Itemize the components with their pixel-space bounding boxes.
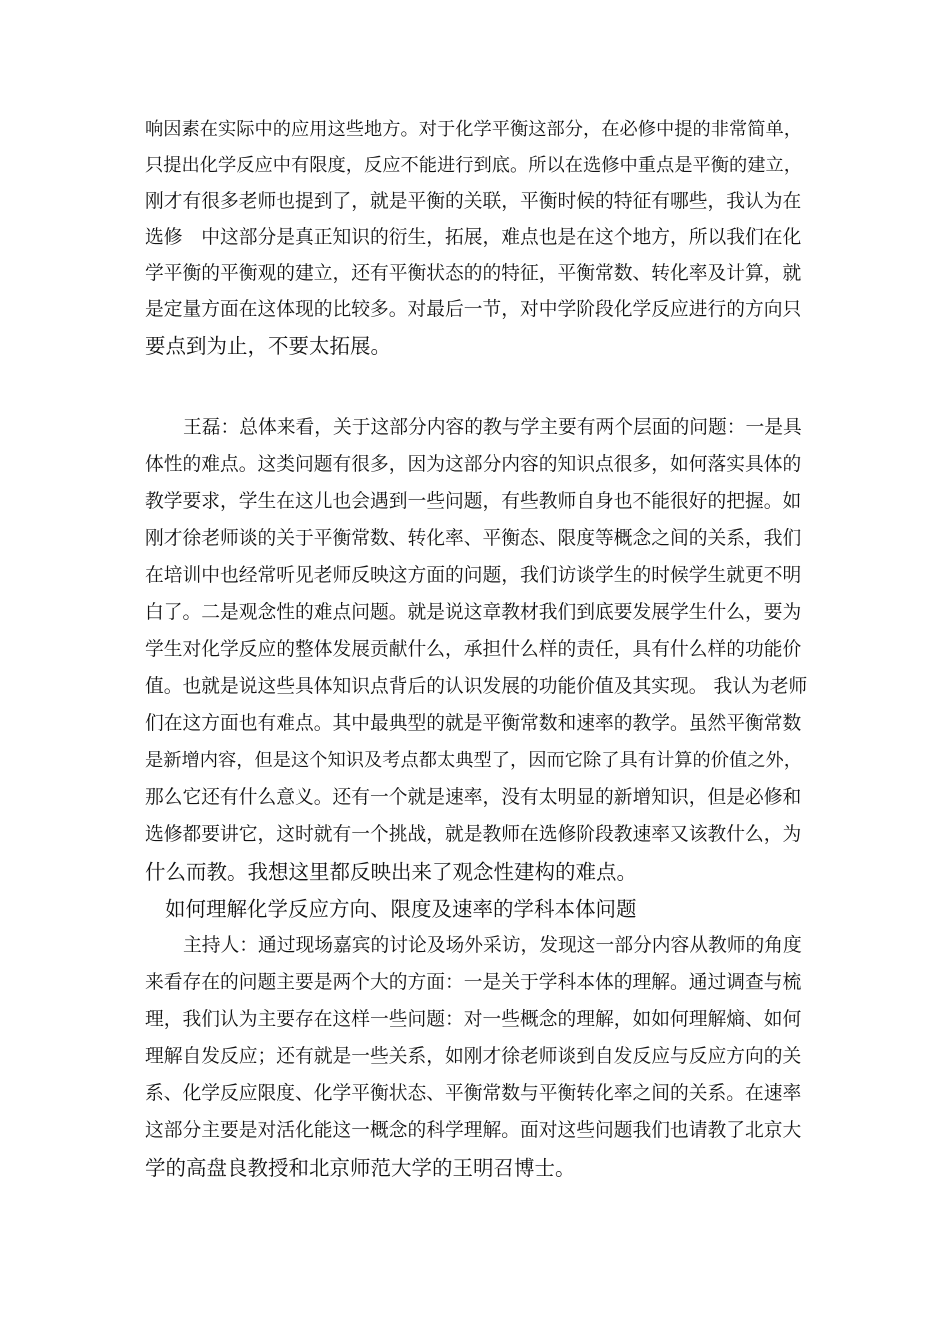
text-line: 来看存在的问题主要是两个大的方面：一是关于学科本体的理解。通过调查与梳 (145, 972, 802, 993)
text-line: 那么它还有什么意义。还有一个就是速率，没有太明显的新增知识，但是必修和 (145, 787, 802, 808)
text-line: 如何理解化学反应方向、限度及速率的学科本体问题 (165, 897, 637, 921)
text-line: 什么而教。我想这里都反映出来了观念性建构的难点。 (145, 860, 637, 884)
text-line: 选修都要讲它，这时就有一个挑战，就是教师在选修阶段教速率又该教什么，为 (145, 824, 802, 845)
text-line: 是定量方面在这体现的比较多。对最后一节，对中学阶段化学反应进行的方向只 (145, 299, 802, 320)
text-line: 王磊：总体来看，关于这部分内容的教与学主要有两个层面的问题：一是具 (183, 417, 802, 438)
text-line: 学的高盘良教授和北京师范大学的王明召博士。 (145, 1156, 576, 1180)
text-line: 这部分主要是对活化能这一概念的科学理解。面对这些问题我们也请教了北京大 (145, 1120, 802, 1141)
text-line: 刚才有很多老师也提到了，就是平衡的关联，平衡时候的特征有哪些，我认为在 (145, 191, 802, 212)
text-line: 只提出化学反应中有限度，反应不能进行到底。所以在选修中重点是平衡的建立， (145, 155, 802, 176)
text-line: 教学要求，学生在这儿也会遇到一些问题，有些教师自身也不能很好的把握。如 (145, 491, 802, 512)
text-line: 在培训中也经常听见老师反映这方面的问题，我们访谈学生的时候学生就更不明 (145, 565, 802, 586)
text-line: 理解自发反应；还有就是一些关系，如刚才徐老师谈到自发反应与反应方向的关 (145, 1046, 802, 1067)
text-line: 学生对化学反应的整体发展贡献什么，承担什么样的责任，具有什么样的功能价 (145, 639, 802, 660)
text-line: 白了。二是观念性的难点问题。就是说这章教材我们到底要发展学生什么，要为 (145, 602, 802, 623)
text-line: 是新增内容，但是这个知识及考点都太典型了，因而它除了具有计算的价值之外， (145, 750, 802, 771)
text-line: 学平衡的平衡观的建立，还有平衡状态的的特征，平衡常数、转化率及计算，就 (145, 263, 802, 284)
text-line: 值。也就是说这些具体知识点背后的认识发展的功能价值及其实现。 我认为老师 (145, 676, 808, 697)
text-line: 系、化学反应限度、化学平衡状态、平衡常数与平衡转化率之间的关系。在速率 (145, 1083, 802, 1104)
text-line: 理，我们认为主要存在这样一些问题：对一些概念的理解，如如何理解熵、如何 (145, 1009, 802, 1030)
text-line: 刚才徐老师谈的关于平衡常数、转化率、平衡态、限度等概念之间的关系，我们 (145, 528, 802, 549)
text-line: 选修 中这部分是真正知识的衍生，拓展，难点也是在这个地方，所以我们在化 (145, 227, 802, 248)
text-line: 们在这方面也有难点。其中最典型的就是平衡常数和速率的教学。虽然平衡常数 (145, 713, 802, 734)
text-line: 体性的难点。这类问题有很多，因为这部分内容的知识点很多，如何落实具体的 (145, 454, 802, 475)
text-line: 响因素在实际中的应用这些地方。对于化学平衡这部分，在必修中提的非常简单， (145, 119, 802, 140)
text-line: 主持人：通过现场嘉宾的讨论及场外采访，发现这一部分内容从教师的角度 (183, 935, 802, 956)
text-line: 要点到为止，不要太拓展。 (145, 334, 391, 358)
